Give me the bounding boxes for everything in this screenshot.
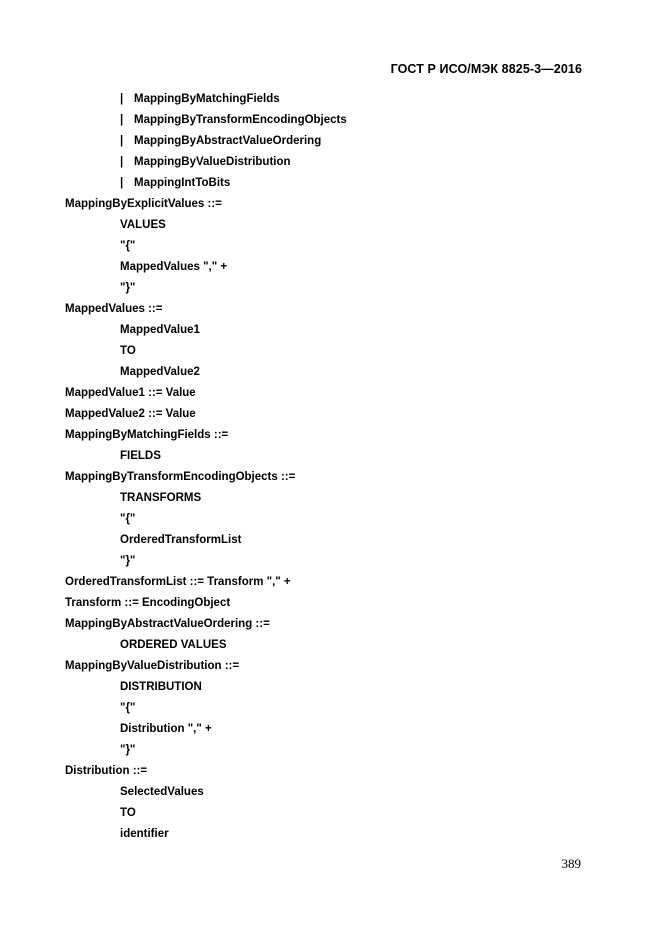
grammar-line-indented [0,236,661,257]
grammar-text: Distribution ::= [65,765,148,777]
grammar-line-indented [0,89,661,110]
grammar-text: VALUES [120,219,166,231]
grammar-text: MappingIntToBits [134,177,231,189]
grammar-line-production [0,572,661,593]
grammar-line-indented [0,530,661,551]
grammar-line-production [0,404,661,425]
grammar-line-indented [0,824,661,845]
alternative-marker: | [120,114,124,126]
grammar-text: "{" [120,702,136,714]
grammar-line-indented [0,257,661,278]
grammar-line-indented [0,509,661,530]
grammar-text: MappingByMatchingFields ::= [65,429,229,441]
page-number: 389 [561,856,581,871]
grammar-line-production [0,614,661,635]
grammar-line-indented [0,803,661,824]
grammar-text: MappedValues ::= [65,303,163,315]
grammar-text: MappingByTransformEncodingObjects ::= [65,471,296,483]
grammar-line-indented [0,110,661,131]
grammar-line-indented [0,677,661,698]
grammar-line-production [0,467,661,488]
grammar-text: MappingByTransformEncodingObjects [134,114,347,126]
grammar-line-indented [0,152,661,173]
grammar-line-indented [0,362,661,383]
grammar-text: MappingByValueDistribution [134,156,291,168]
grammar-text: MappingByAbstractValueOrdering [134,135,322,147]
grammar-line-indented [0,635,661,656]
grammar-line-production [0,656,661,677]
grammar-line-indented [0,131,661,152]
grammar-line-indented [0,173,661,194]
grammar-text: identifier [120,828,169,840]
grammar-text: OrderedTransformList ::= Transform "," + [65,576,291,588]
grammar-text: "}" [120,744,136,756]
grammar-text: DISTRIBUTION [120,681,202,693]
alternative-marker: | [120,177,124,189]
grammar-text: FIELDS [120,450,161,462]
grammar-line-indented [0,320,661,341]
grammar-line-indented [0,341,661,362]
grammar-text: "{" [120,513,136,525]
grammar-text: MappingByValueDistribution ::= [65,660,240,672]
alternative-marker: | [120,93,124,105]
grammar-text: TRANSFORMS [120,492,202,504]
alternative-marker: | [120,156,124,168]
grammar-text: MappedValue2 [120,366,200,378]
grammar-line-indented [0,446,661,467]
grammar-text: "}" [120,555,136,567]
grammar-text: MappedValue2 ::= Value [65,408,196,420]
grammar-line-production [0,761,661,782]
grammar-line-production [0,299,661,320]
grammar-text: Distribution "," + [120,723,212,735]
grammar-line-indented [0,488,661,509]
grammar-text: TO [120,345,136,357]
grammar-text: Transform ::= EncodingObject [65,597,231,609]
grammar-text: TO [120,807,136,819]
grammar-text: MappingByExplicitValues ::= [65,198,222,210]
page-header-standard-id: ГОСТ Р ИСО/МЭК 8825-3—2016 [390,62,582,76]
grammar-line-production [0,194,661,215]
grammar-text: SelectedValues [120,786,204,798]
grammar-line-indented [0,740,661,761]
grammar-line-indented [0,551,661,572]
grammar-text: ORDERED VALUES [120,639,227,651]
grammar-text: MappingByMatchingFields [134,93,280,105]
grammar-text: MappedValue1 [120,324,200,336]
grammar-line-indented [0,215,661,236]
grammar-text: MappedValue1 ::= Value [65,387,196,399]
alternative-marker: | [120,135,124,147]
grammar-line-indented [0,278,661,299]
grammar-text: "}" [120,282,136,294]
grammar-text: "{" [120,240,136,252]
grammar-text: MappingByAbstractValueOrdering ::= [65,618,270,630]
grammar-text: OrderedTransformList [120,534,242,546]
grammar-line-production [0,425,661,446]
grammar-text: MappedValues "," + [120,261,228,273]
grammar-line-production [0,593,661,614]
grammar-definition-block [0,89,661,845]
grammar-line-indented [0,698,661,719]
grammar-line-production [0,383,661,404]
grammar-line-indented [0,782,661,803]
grammar-line-indented [0,719,661,740]
